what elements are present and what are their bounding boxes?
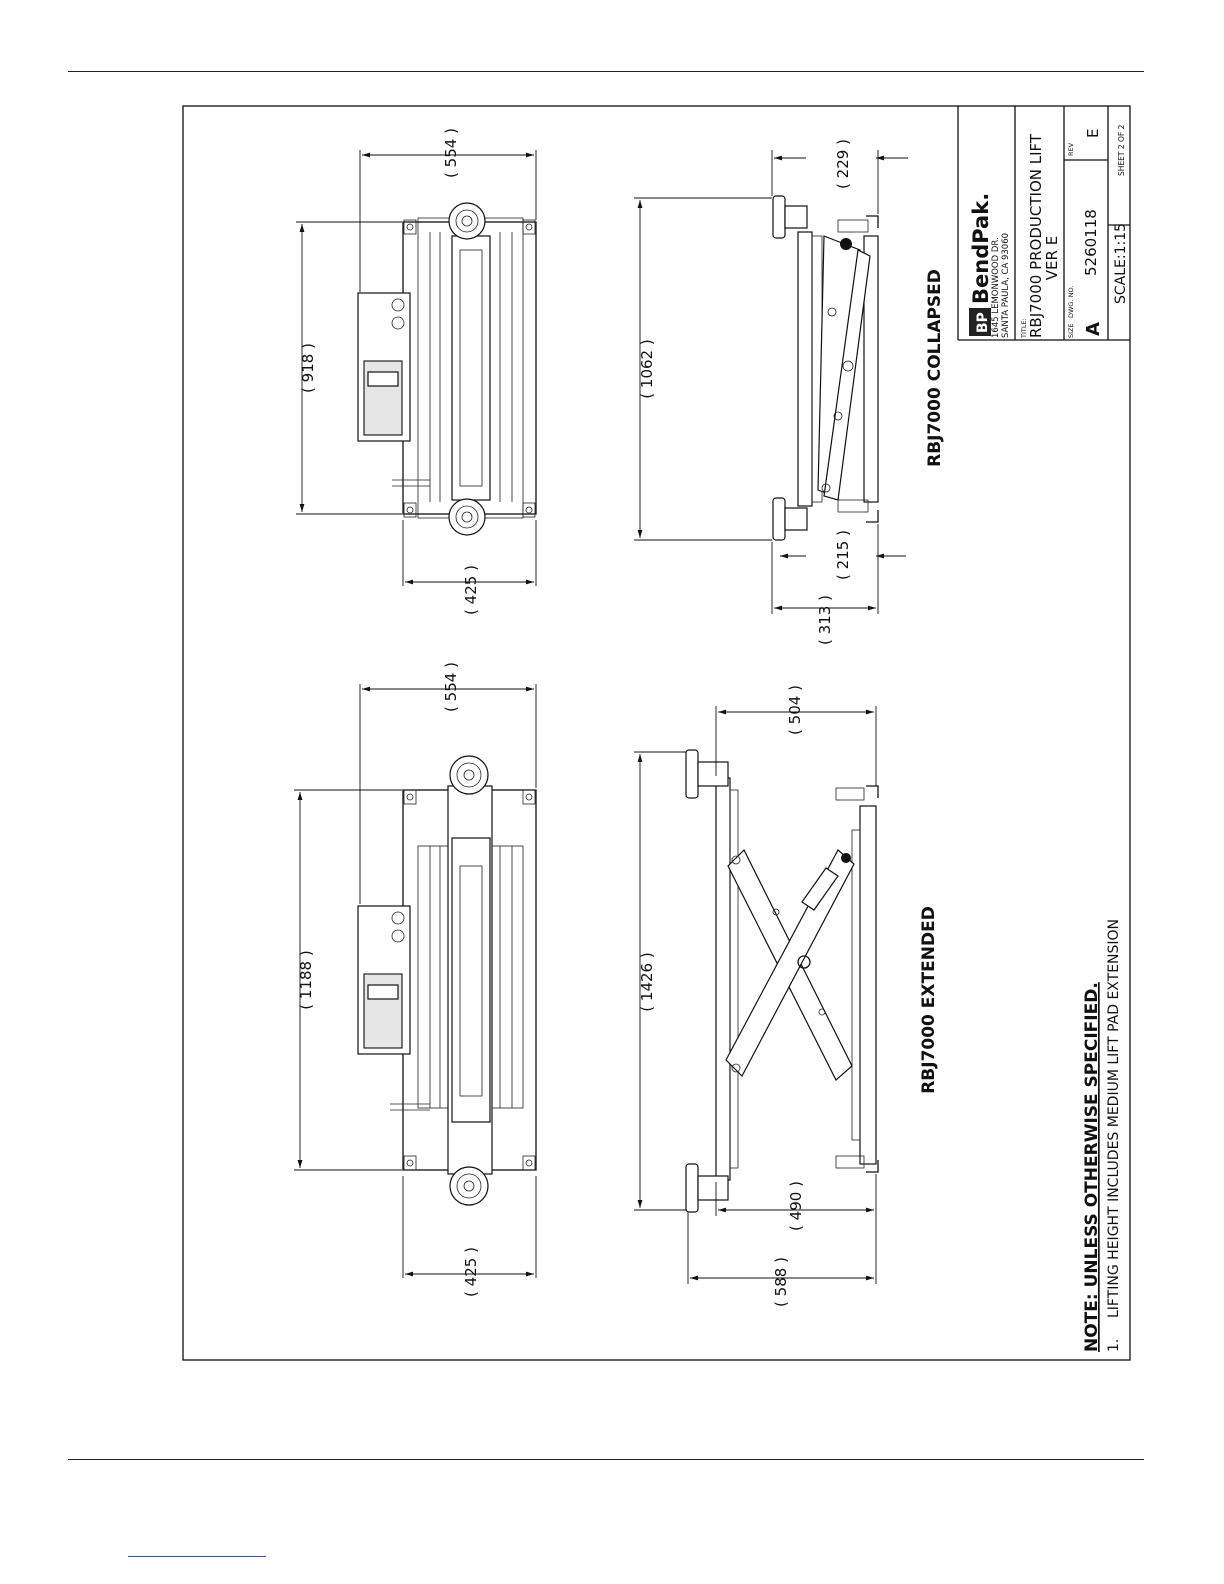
dim-collapsed-side-length: ( 1062 ) <box>638 339 656 399</box>
scale-value: SCALE:1:15 <box>1113 222 1129 304</box>
note-item-text: LIFTING HEIGHT INCLUDES MEDIUM LIFT PAD EXTENSION <box>1106 918 1122 1318</box>
dwg-no-value: 5260118 <box>1082 209 1100 276</box>
note-item-number: 1. <box>1106 1338 1122 1352</box>
dim-collapsed-height-total: ( 313 ) <box>816 595 834 645</box>
dim-extended-side-length: ( 1426 ) <box>638 952 656 1012</box>
dim-collapsed-width-bottom: ( 425 ) <box>462 565 480 615</box>
collapsed-view-label: RBJ7000 COLLAPSED <box>925 269 945 467</box>
dim-extended-length: ( 1188 ) <box>297 950 315 1010</box>
title-label: TITLE: <box>1020 318 1028 338</box>
title-block <box>958 106 1130 340</box>
extended-view-label: RBJ7000 EXTENDED <box>919 906 939 1094</box>
extended-top-view <box>358 756 536 1205</box>
dim-collapsed-width-top: ( 554 ) <box>442 128 460 178</box>
dim-extended-height-total: ( 588 ) <box>772 1257 790 1307</box>
note-heading: NOTE: UNLESS OTHERWISE SPECIFIED. <box>1082 982 1102 1352</box>
rev-label: REV <box>1067 142 1075 156</box>
logo-letters: BP <box>975 312 991 333</box>
rev-value: E <box>1084 128 1102 138</box>
dim-extended-height-left: ( 490 ) <box>787 1181 805 1231</box>
sheet-number: SHEET 2 OF 2 <box>1117 124 1126 176</box>
size-label: SIZE <box>1067 323 1075 338</box>
size-value: A <box>1083 322 1104 336</box>
address-line-1: 1645 LEMONWOOD DR. <box>991 237 1001 338</box>
extended-side-view <box>686 750 878 1212</box>
address-line-2: SANTA PAULA, CA 93060 <box>1001 232 1011 338</box>
dim-collapsed-height-right: ( 229 ) <box>834 139 852 189</box>
dim-collapsed-length: ( 918 ) <box>299 343 317 393</box>
collapsed-side-view <box>773 196 878 540</box>
drawing-title-line-2: VER E <box>1043 235 1061 281</box>
company-name: BendPak. <box>969 192 993 304</box>
company-logo <box>969 193 993 336</box>
dim-collapsed-height-left: ( 215 ) <box>834 530 852 580</box>
dwg-no-label: DWG. NO. <box>1067 285 1075 318</box>
dim-extended-width-bottom: ( 425 ) <box>462 1247 480 1297</box>
notes <box>1082 919 1122 1352</box>
collapsed-top-view <box>358 203 536 535</box>
dim-extended-height-right: ( 504 ) <box>786 685 804 735</box>
dim-extended-width-top: ( 554 ) <box>442 662 460 712</box>
drawing-title-line-1: RBJ7000 PRODUCTION LIFT <box>1027 133 1045 338</box>
